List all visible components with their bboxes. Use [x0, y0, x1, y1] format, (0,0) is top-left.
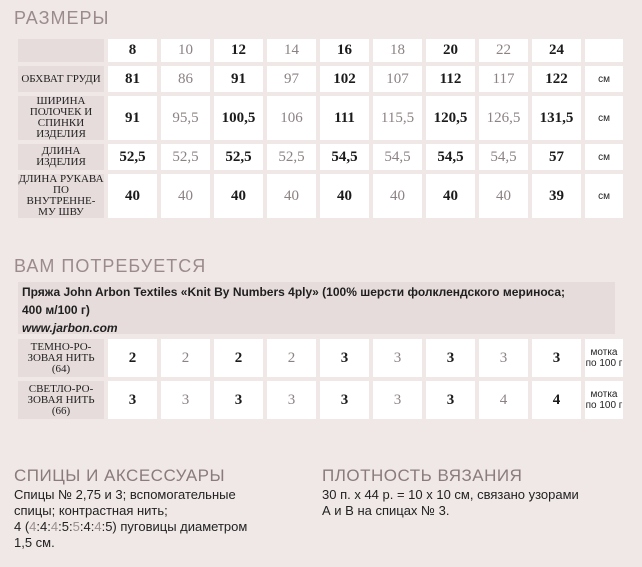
yarn-row	[18, 339, 623, 377]
value-cell: 102	[320, 66, 369, 92]
buttons-seq-8: 5	[72, 519, 80, 534]
buttons-seq-7: :	[68, 519, 73, 534]
buttons-seq-0: 4	[29, 519, 37, 534]
value-cell: 3	[373, 381, 422, 419]
value-cell: 57	[532, 144, 581, 170]
measure-row	[18, 144, 623, 170]
sizes-header-row	[18, 39, 623, 62]
materials-title: ВАМ ПОТРЕБУЕТСЯ	[14, 256, 207, 276]
row-label: ДЛИНА РУКАВА ПО ВНУТРЕННЕ-МУ ШВУ	[18, 173, 104, 218]
unit-line: мотка	[590, 347, 618, 358]
needles-text	[14, 487, 304, 551]
size-header-cell: 8	[108, 39, 157, 62]
value-cell: 52,5	[161, 144, 210, 170]
value-cell: 3	[532, 339, 581, 377]
size-header-cell: 22	[479, 39, 528, 62]
size-header-cell: 24	[532, 39, 581, 62]
buttons-seq-14: 5	[105, 519, 113, 534]
size-header-cell: 18	[373, 39, 422, 62]
gauge-title: ПЛОТНОСТЬ ВЯЗАНИЯ	[322, 466, 523, 485]
value-cell: 91	[214, 66, 263, 92]
value-cell: 40	[214, 174, 263, 218]
value-cell: 3	[267, 381, 316, 419]
unit-cell: см	[585, 174, 623, 218]
value-cell: 3	[320, 381, 369, 419]
needles-line-1: Спицы № 2,75 и 3; вспомогательные	[14, 487, 236, 502]
unit-cell	[585, 39, 623, 62]
buttons-prefix: 4 (	[14, 519, 30, 534]
buttons-seq-12: 4	[94, 519, 102, 534]
gauge-line-1: 30 п. х 44 р. = 10 х 10 см, связано узорами	[322, 487, 579, 502]
row-label: ШИРИНА ПОЛОЧЕК И СПИНКИ ИЗДЕЛИЯ	[18, 96, 104, 140]
value-cell: 120,5	[426, 96, 475, 140]
value-cell: 2	[214, 339, 263, 377]
row-label: ДЛИНА ИЗДЕЛИЯ	[18, 144, 104, 170]
value-cell: 126,5	[479, 96, 528, 140]
unit-cell: см	[585, 144, 623, 170]
value-cell: 39	[532, 174, 581, 218]
value-cell: 131,5	[532, 96, 581, 140]
value-cell: 52,5	[267, 144, 316, 170]
value-cell: 3	[108, 381, 157, 419]
buttons-seq-6: 5	[61, 519, 69, 534]
yarn-text-line-1: Пряжа John Arbon Textiles «Knit By Numbers 4ply» (100% шерсти фолклендского мериноса;	[22, 285, 565, 299]
value-cell: 122	[532, 66, 581, 92]
yarn-row	[18, 381, 623, 419]
buttons-seq-13: :	[101, 519, 106, 534]
value-cell: 40	[426, 174, 475, 218]
value-cell: 3	[161, 381, 210, 419]
yarn-color-name: ТЕМНО-РО-ЗОВАЯ НИТЬ	[27, 340, 95, 364]
yarn-row-label	[18, 339, 104, 377]
sizes-table	[14, 35, 627, 222]
value-cell: 107	[373, 66, 422, 92]
measure-row	[18, 66, 623, 92]
measure-row	[18, 174, 623, 218]
value-cell: 54,5	[479, 144, 528, 170]
unit-cell: см	[585, 96, 623, 140]
yarn-row-label	[18, 381, 104, 419]
buttons-line	[14, 519, 304, 535]
measure-row	[18, 96, 623, 140]
value-cell: 40	[320, 174, 369, 218]
buttons-seq-5: :	[58, 519, 62, 534]
value-cell: 91	[108, 96, 157, 140]
size-header-cell: 14	[267, 39, 316, 62]
value-cell: 4	[479, 381, 528, 419]
yarn-color-code: (64)	[51, 362, 71, 375]
value-cell: 2	[161, 339, 210, 377]
value-cell: 111	[320, 96, 369, 140]
value-cell: 40	[108, 174, 157, 218]
value-cell: 54,5	[373, 144, 422, 170]
needles-line-4: 1,5 см.	[14, 535, 55, 550]
size-header-cell: 12	[214, 39, 263, 62]
sizes-title: РАЗМЕРЫ	[14, 8, 110, 28]
buttons-seq-2: 4	[40, 519, 48, 534]
value-cell: 100,5	[214, 96, 263, 140]
value-cell: 3	[426, 339, 475, 377]
buttons-seq-11: :	[90, 519, 95, 534]
gauge-text	[322, 487, 622, 519]
value-cell: 52,5	[214, 144, 263, 170]
value-cell: 2	[267, 339, 316, 377]
value-cell: 97	[267, 66, 316, 92]
unit-line: по 100 г	[585, 358, 623, 369]
gauge-line-2: А и В на спицах № 3.	[322, 503, 450, 518]
buttons-seq-10: 4	[83, 519, 91, 534]
value-cell: 54,5	[426, 144, 475, 170]
value-cell: 3	[320, 339, 369, 377]
yarn-text-line-2: 400 м/100 г)	[22, 303, 90, 317]
value-cell: 40	[479, 174, 528, 218]
unit-line: по 100 г	[585, 400, 623, 411]
yarn-color-code: (66)	[51, 404, 71, 417]
size-header-cell: 10	[161, 39, 210, 62]
needles-title: СПИЦЫ И АКСЕССУАРЫ	[14, 466, 226, 485]
needles-line-2: спицы; контрастная нить;	[14, 503, 168, 518]
value-cell: 3	[214, 381, 263, 419]
buttons-seq-3: :	[47, 519, 51, 534]
value-cell: 40	[373, 174, 422, 218]
buttons-suffix: ) пуговицы диаметром	[112, 519, 248, 534]
buttons-seq-9: :	[79, 519, 84, 534]
buttons-seq-4: 4	[50, 519, 59, 534]
value-cell: 3	[479, 339, 528, 377]
value-cell: 3	[373, 339, 422, 377]
value-cell: 81	[108, 66, 157, 92]
value-cell: 54,5	[320, 144, 369, 170]
value-cell: 117	[479, 66, 528, 92]
row-label: ОБХВАТ ГРУДИ	[18, 66, 104, 92]
value-cell: 40	[161, 174, 210, 218]
value-cell: 40	[267, 174, 316, 218]
unit-line: мотка	[590, 389, 618, 400]
yarn-table	[14, 335, 627, 423]
value-cell: 106	[267, 96, 316, 140]
unit-cell: см	[585, 66, 623, 92]
value-cell: 52,5	[108, 144, 157, 170]
size-header-cell: 20	[426, 39, 475, 62]
unit-cell	[585, 381, 623, 419]
yarn-color-name: СВЕТЛО-РО-ЗОВАЯ НИТЬ	[27, 382, 95, 406]
value-cell: 112	[426, 66, 475, 92]
value-cell: 4	[532, 381, 581, 419]
value-cell: 115,5	[373, 96, 422, 140]
value-cell: 95,5	[161, 96, 210, 140]
buttons-seq-1: :	[36, 519, 41, 534]
value-cell: 2	[108, 339, 157, 377]
value-cell: 86	[161, 66, 210, 92]
yarn-url[interactable]: www.jarbon.com	[22, 321, 118, 335]
header-corner	[18, 39, 104, 62]
yarn-info	[18, 282, 615, 334]
value-cell: 3	[426, 381, 475, 419]
size-header-cell: 16	[320, 39, 369, 62]
unit-cell	[585, 339, 623, 377]
